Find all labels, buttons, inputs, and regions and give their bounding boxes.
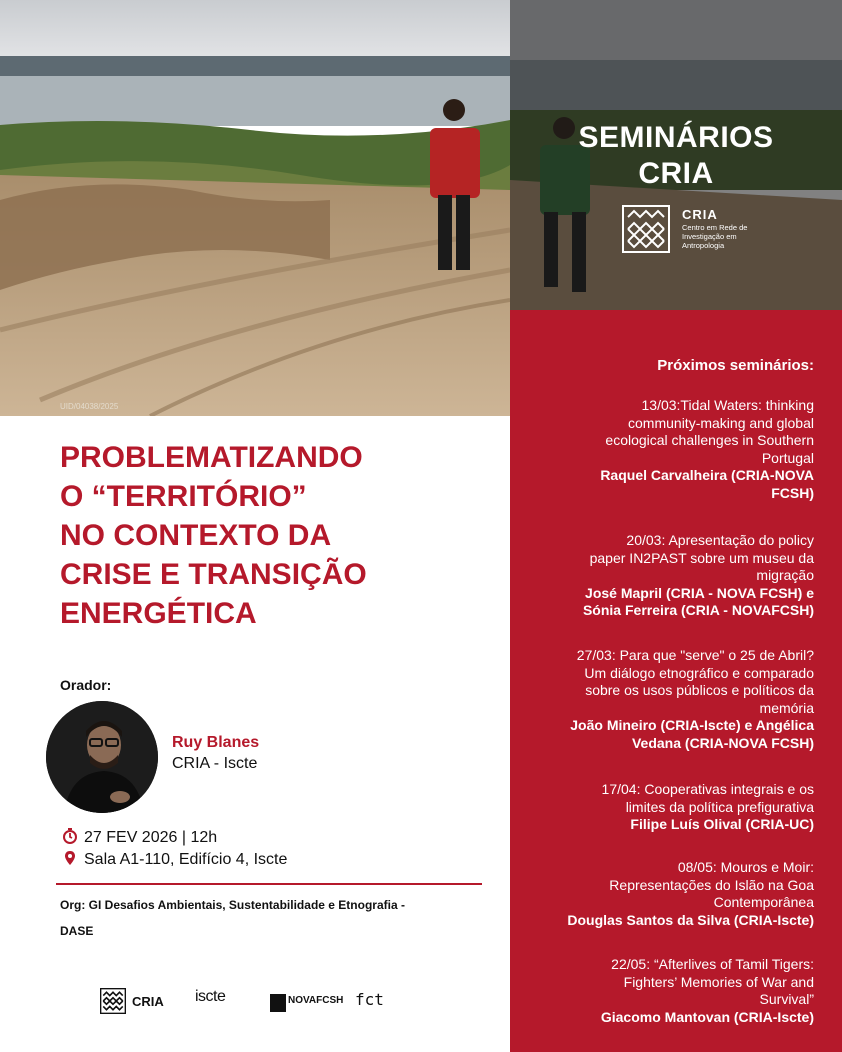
speaker-affiliation: CRIA - Iscte: [172, 755, 258, 772]
seminar-item: 13/03:Tidal Waters: thinking community-making and global ecological challenges in Southern Portugal Raquel Carvalheira (CRIA-NOVA FCSH): [600, 397, 814, 501]
footer-logos: [100, 986, 440, 1020]
hero-photo: [0, 0, 510, 416]
uid-label: UID/04038/2025: [60, 402, 119, 411]
seminar-item: 20/03: Apresentação do policy paper IN2PAST sobre um museu da migração José Mapril (CRIA - NOVA FCSH) e Sónia Ferreira (CRIA - NOVAFCSH): [582, 532, 814, 618]
seminar-item: 27/03: Para que "serve" o 25 de Abril? Um diálogo etnográfico e comparado sobre os usos públicos e políticos da memória João Mineiro (CRIA-Iscte) e Angélica Vedana (CRIA-NOVA FCSH): [570, 647, 814, 751]
iscte-logo: iscte: [195, 988, 226, 1005]
cria-logo-icon: [622, 205, 670, 253]
event-location: Sala A1-110, Edifício 4, Iscte: [62, 850, 287, 869]
speaker-name: Ruy Blanes: [172, 734, 260, 751]
map-pin-icon: [62, 850, 78, 866]
nova-logo: NOVAFCSH: [288, 995, 344, 1006]
organizer: Org: GI Desafios Ambientais, Sustentabilidade e Etnografia - DASE: [60, 898, 405, 938]
divider: [56, 883, 482, 885]
seminar-item: 17/04: Cooperativas integrais e os limites da política prefigurativa Filipe Luís Olival (CRIA-UC): [601, 781, 814, 832]
cria-footer-logo: CRIA: [132, 994, 164, 1009]
avatar: [46, 701, 158, 813]
seminar-item: 22/05: “Afterlives of Tamil Tigers: Fighters’ Memories of War and Survival” Giacomo Mantovan (CRIA-Iscte): [600, 956, 814, 1025]
clock-icon: [62, 828, 78, 844]
speaker-heading: Orador:: [60, 677, 112, 693]
series-title: SEMINÁRIOS CRIA: [578, 121, 774, 190]
event-headline: PROBLEMATIZANDO O “TERRITÓRIO” NO CONTEXTO DA CRISE E TRANSIÇÃO ENERGÉTICA: [60, 441, 367, 630]
cria-logo-subtitle: Centro em Rede de Investigação em Antropologia: [682, 223, 748, 250]
cria-footer-logo-icon: [100, 988, 126, 1019]
seminar-item: 08/05: Mouros e Moir: Representações do Islão na Goa Contemporânea Douglas Santos da Silva (CRIA-Iscte): [567, 859, 814, 928]
cria-logo-name: CRIA: [682, 207, 718, 222]
event-date: 27 FEV 2026 | 12h: [62, 828, 217, 847]
fct-logo: fct: [355, 990, 384, 1009]
upcoming-heading: Próximos seminários:: [657, 357, 814, 374]
nova-logo-icon: [270, 994, 286, 1012]
